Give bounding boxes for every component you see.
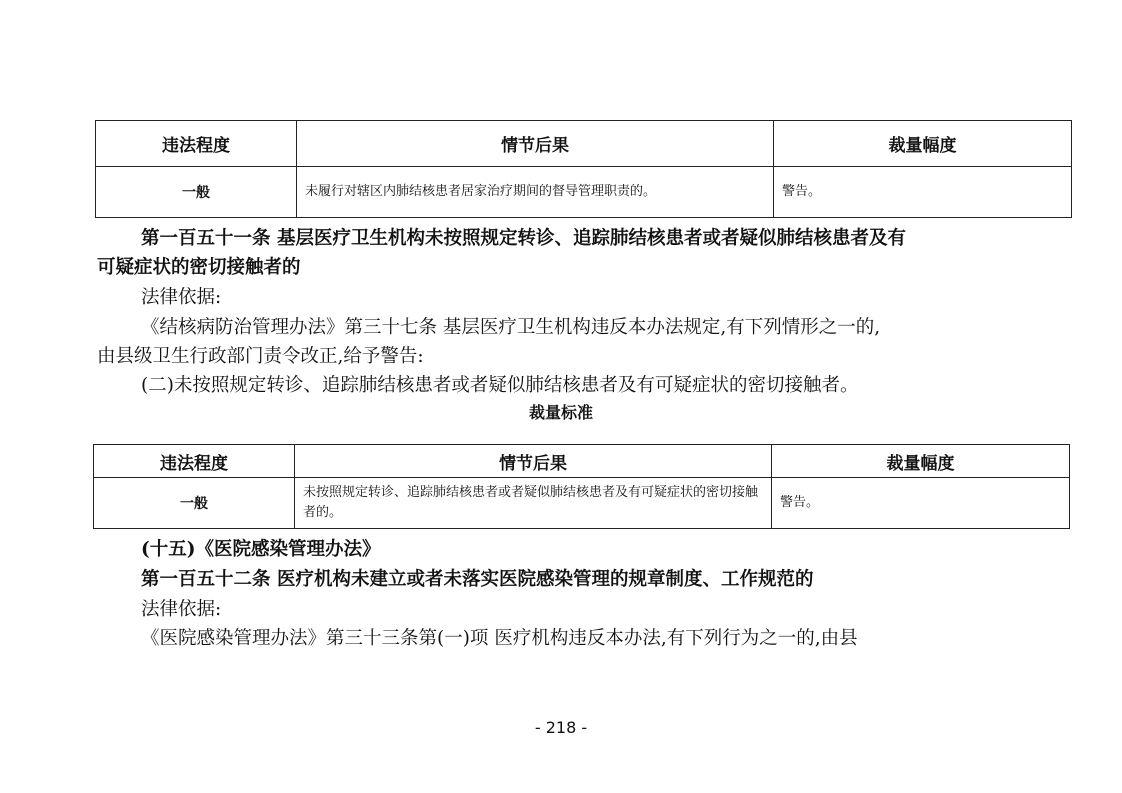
table-header-row bbox=[96, 121, 1072, 167]
page-number: - 218 - bbox=[534, 718, 588, 737]
table-row bbox=[94, 478, 1070, 529]
article-151-title-line-1: 第一百五十一条 基层医疗卫生机构未按照规定转诊、追踪肺结核患者或者疑似肺结核患者及有 bbox=[141, 228, 906, 249]
discretion-table-2 bbox=[93, 444, 1070, 529]
header-circumstances: 情节后果 bbox=[295, 445, 772, 478]
article-152-title: 第一百五十二条 医疗机构未建立或者未落实医院感染管理的规章制度、工作规范的 bbox=[141, 569, 814, 590]
cell-violation-level: 一般 bbox=[94, 478, 295, 529]
header-violation-level: 违法程度 bbox=[94, 445, 295, 478]
cell-violation-level: 一般 bbox=[96, 167, 297, 218]
legal-basis-item: (二)未按照规定转诊、追踪肺结核患者或者疑似肺结核患者及有可疑症状的密切接触者。 bbox=[141, 375, 859, 396]
header-penalty-range: 裁量幅度 bbox=[774, 121, 1072, 167]
cell-circumstances: 未按照规定转诊、追踪肺结核患者或者疑似肺结核患者及有可疑症状的密切接触者的。 bbox=[295, 478, 772, 529]
legal-basis-label-2: 法律依据: bbox=[141, 599, 222, 620]
cell-penalty-range: 警告。 bbox=[774, 167, 1072, 218]
header-violation-level: 违法程度 bbox=[96, 121, 297, 167]
table-row bbox=[96, 167, 1072, 218]
standard-heading: 裁量标准 bbox=[528, 403, 593, 422]
table-header-row bbox=[94, 445, 1070, 478]
cell-circumstances: 未履行对辖区内肺结核患者居家治疗期间的督导管理职责的。 bbox=[297, 167, 774, 218]
article-151-title-line-2: 可疑症状的密切接触者的 bbox=[97, 257, 301, 278]
legal-basis-label: 法律依据: bbox=[141, 287, 222, 308]
discretion-table-1 bbox=[95, 120, 1072, 218]
header-circumstances: 情节后果 bbox=[297, 121, 774, 167]
legal-basis-text-line-2: 由县级卫生行政部门责令改正,给予警告: bbox=[97, 346, 424, 367]
header-penalty-range: 裁量幅度 bbox=[772, 445, 1070, 478]
section-15-heading: (十五)《医院感染管理办法》 bbox=[141, 539, 381, 560]
legal-basis-text-2: 《医院感染管理办法》第三十三条第(一)项 医疗机构违反本办法,有下列行为之一的,由县 bbox=[141, 628, 858, 649]
legal-basis-text-line-1: 《结核病防治管理办法》第三十七条 基层医疗卫生机构违反本办法规定,有下列情形之一的, bbox=[141, 317, 881, 338]
cell-penalty-range: 警告。 bbox=[772, 478, 1070, 529]
